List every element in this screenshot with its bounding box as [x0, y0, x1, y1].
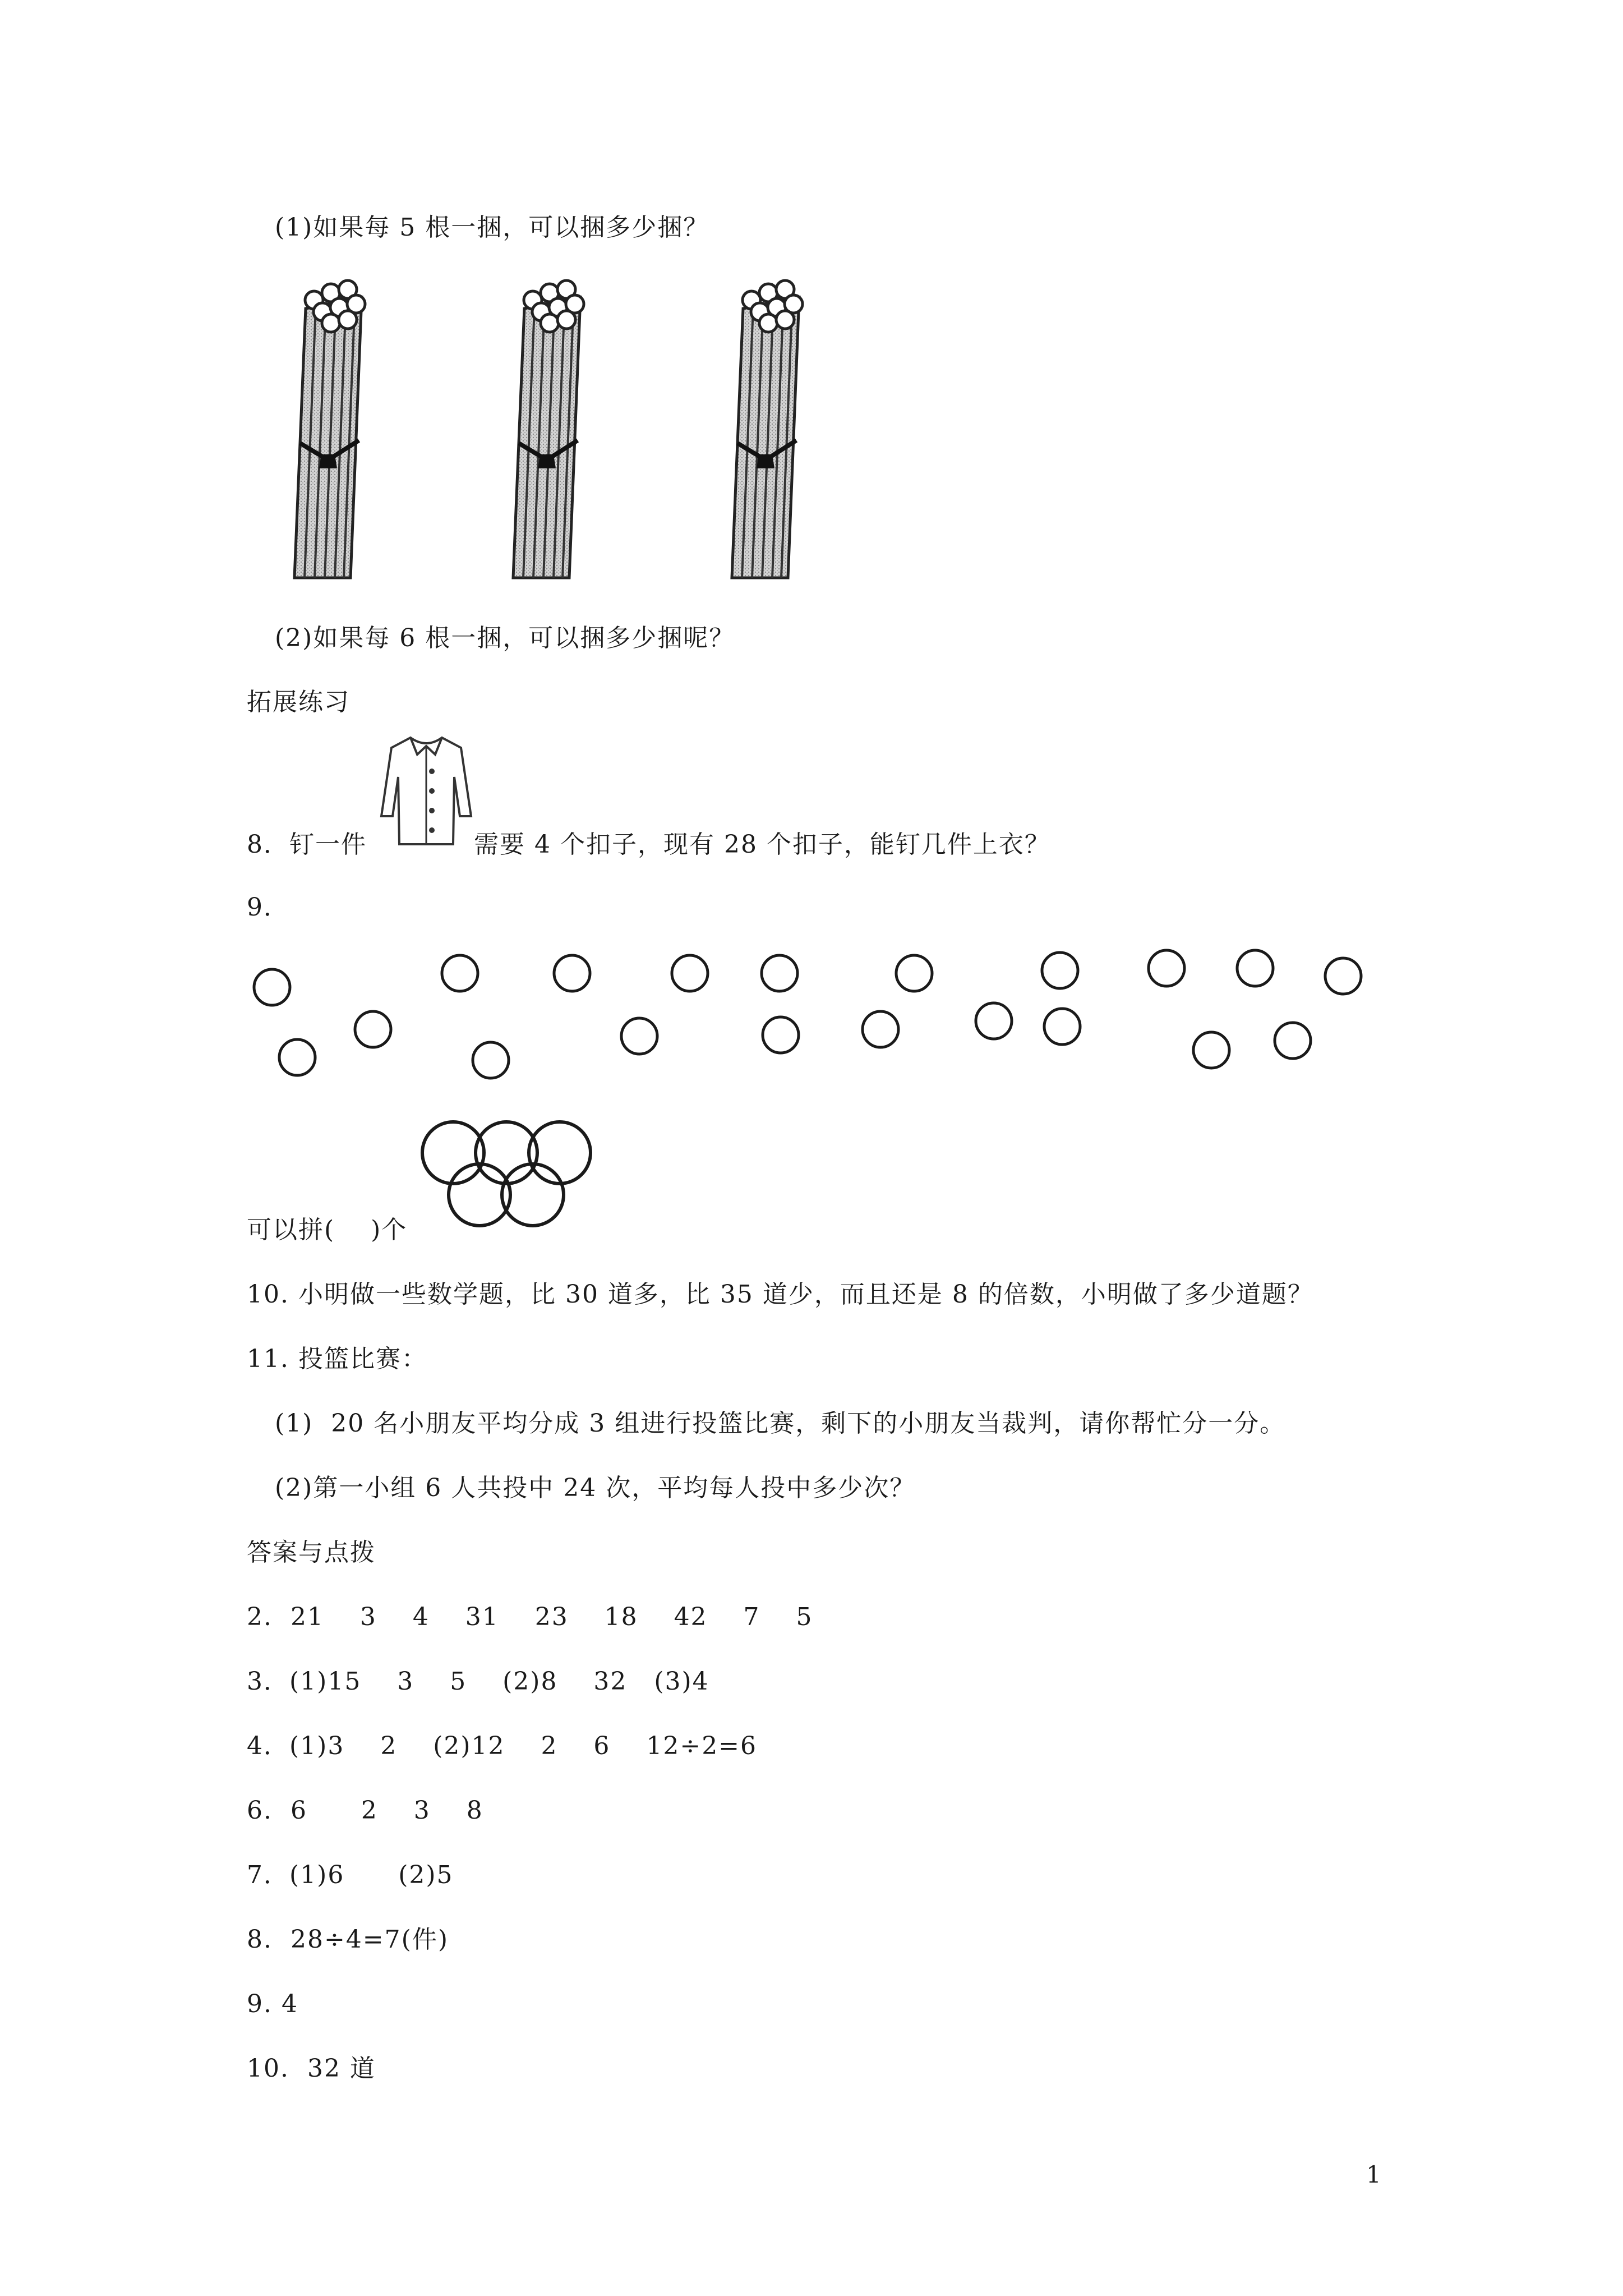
stick-bundle-icon-2 [513, 280, 584, 578]
ring-icon [1149, 950, 1184, 986]
ring-icon [442, 955, 478, 991]
ring-icon [672, 955, 708, 991]
answer-line: 4．(1)3 2 (2)12 2 6 12÷2=6 [247, 1732, 758, 1760]
ring-icon [1275, 1023, 1311, 1059]
q7-sub1-text: (1)如果每 5 根一捆，可以捆多少捆？ [275, 213, 709, 242]
answer-line: 6. 6 2 3 8 [247, 1796, 483, 1825]
q9-label: 9． [247, 893, 289, 922]
q10-text: 10. 小明做一些数学题，比 30 道多，比 35 道少，而且还是 8 的倍数，小明做了多少道题？ [247, 1280, 1313, 1309]
q7-sub2-text: (2)如果每 6 根一捆，可以捆多少捆呢？ [275, 624, 735, 652]
ring-icon [763, 1017, 799, 1053]
ring-icon [1042, 953, 1078, 988]
ring-icon [1193, 1032, 1229, 1068]
ring-icon [554, 955, 590, 991]
ring-icon [896, 955, 932, 991]
extension-heading: 拓展练习 [247, 688, 350, 716]
ring-icon [473, 1042, 509, 1078]
q8-suffix: 需要 4 个扣子，现有 28 个扣子，能钉几件上衣？ [474, 830, 1050, 859]
ring-icon [254, 969, 290, 1005]
q8-prefix: 8．钉一件 [247, 830, 367, 859]
stick-bundle-icon-1 [294, 280, 365, 578]
ring-icon [1325, 958, 1361, 994]
jacket-icon [377, 732, 476, 850]
answer-line: 7．(1)6 (2)5 [247, 1861, 454, 1889]
q9-text: 可以拼( )个 [247, 1216, 408, 1244]
ring-icon [863, 1011, 898, 1047]
page-number: 1 [1366, 2161, 1381, 2188]
answer-line: 9. 4 [247, 1990, 298, 2018]
answers-heading: 答案与点拨 [247, 1538, 376, 1567]
rings-figure [236, 926, 1402, 1094]
ring-icon [279, 1039, 315, 1075]
ring-icon [1237, 950, 1273, 986]
ring-icon [762, 955, 797, 991]
q11-sub2-text: (2)第一小组 6 人共投中 24 次，平均每人投中多少次？ [275, 1474, 916, 1502]
ring-icon [355, 1011, 391, 1047]
stick-bundle-icon-3 [732, 280, 803, 578]
answer-line: 2. 21 3 4 31 23 18 42 7 5 [247, 1603, 813, 1631]
q11-sub1-text: (1) 20 名小朋友平均分成 3 组进行投篮比赛，剩下的小朋友当裁判，请你帮忙分一分。 [275, 1409, 1286, 1438]
answer-line: 10. 32 道 [247, 2054, 376, 2083]
answer-line: 3．(1)15 3 5 (2)8 32 (3)4 [247, 1667, 709, 1696]
q11-text: 11. 投篮比赛： [247, 1345, 427, 1373]
ring-icon [621, 1018, 657, 1054]
answer-line: 8. 28÷4=7(件) [247, 1925, 449, 1954]
ring-icon [1044, 1009, 1080, 1045]
ring-icon [976, 1003, 1012, 1039]
olympic-rings-icon [415, 1116, 600, 1234]
stick-bundles-figure [283, 275, 900, 589]
